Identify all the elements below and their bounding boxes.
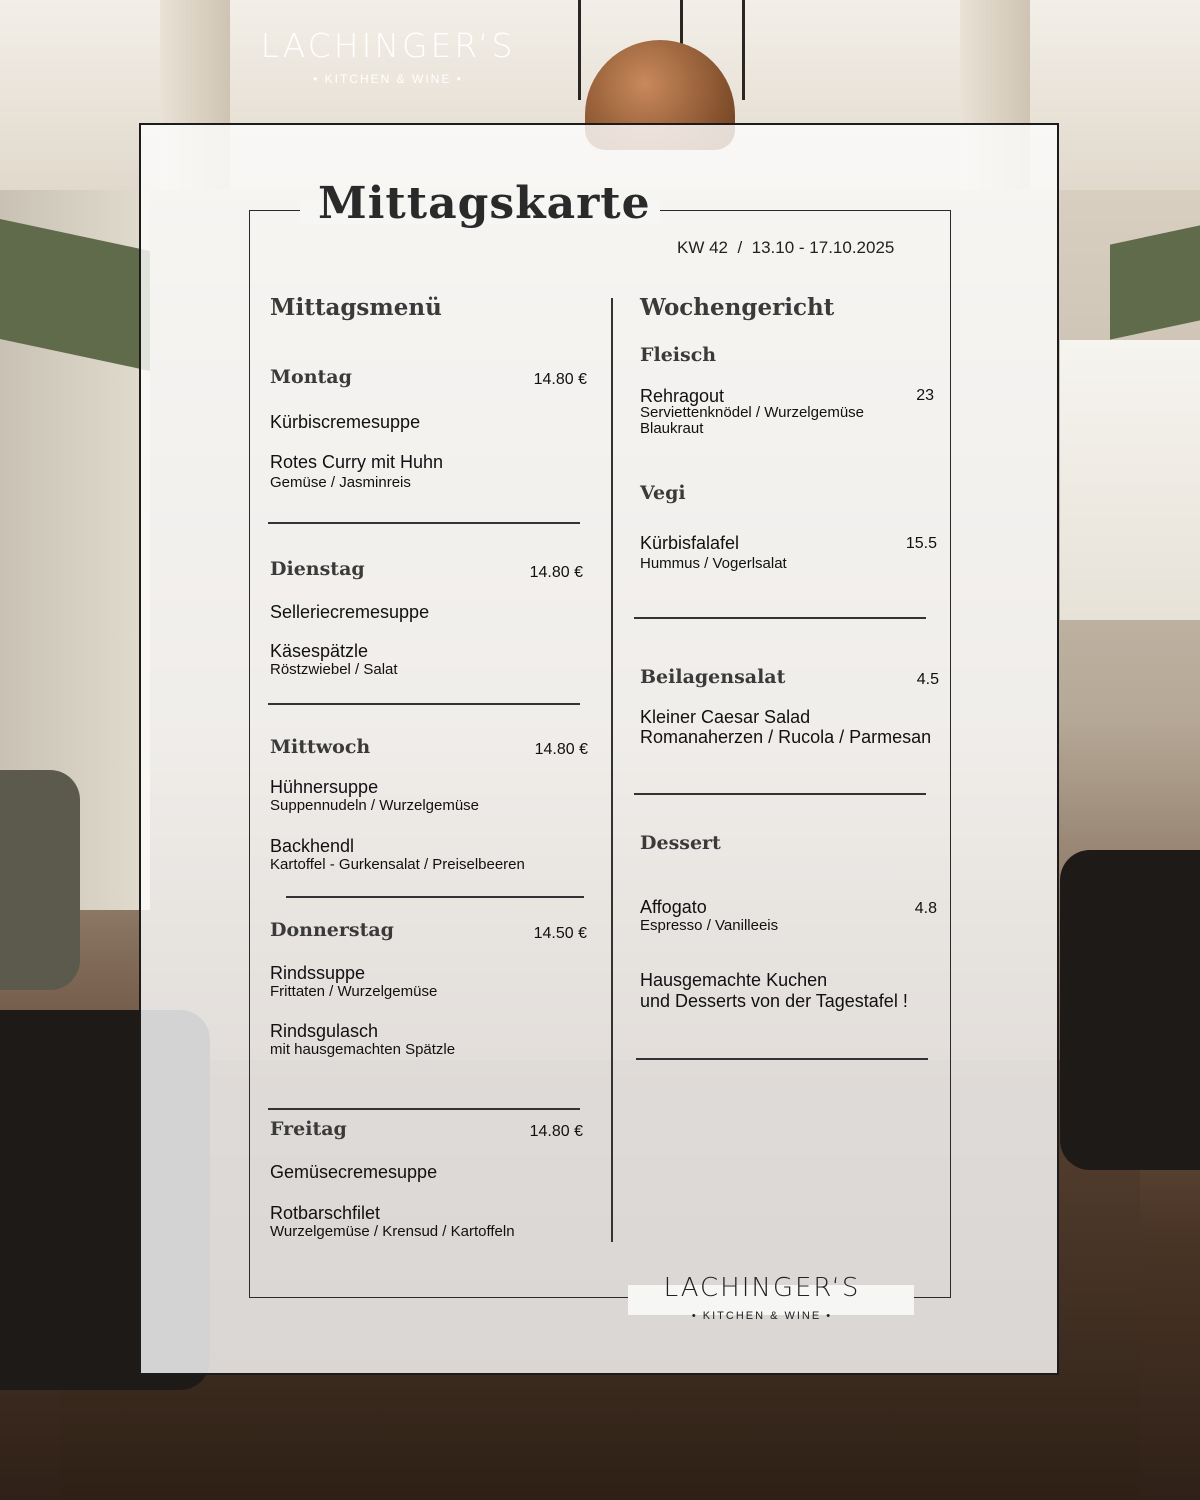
- dish-rehragout: Rehragout: [640, 386, 725, 406]
- main-dienstag: Käsespätzle: [270, 641, 369, 661]
- main-sub-dienstag: Röstzwiebel / Salat: [270, 661, 398, 678]
- dish-caesar-salad: Kleiner Caesar Salad: [640, 707, 811, 727]
- price-beilagensalat: 4.5: [916, 671, 939, 688]
- week-dates: KW 42 / 13.10 - 17.10.2025: [677, 238, 895, 257]
- main-sub-freitag: Wurzelgemüse / Krensud / Kartoffeln: [270, 1223, 515, 1240]
- divider: [286, 896, 584, 898]
- brand-logo-top: [242, 28, 534, 86]
- main-mittwoch: Backhendl: [270, 836, 355, 856]
- divider: [268, 522, 580, 524]
- divider: [268, 703, 580, 705]
- label-beilagensalat: Beilagensalat: [640, 666, 786, 688]
- day-donnerstag: Donnerstag: [270, 919, 394, 941]
- main-freitag: Rotbarschfilet: [270, 1203, 381, 1223]
- soup-mittwoch: Hühnersuppe: [270, 777, 379, 797]
- brand-logo-bottom: [646, 1273, 878, 1322]
- sub-affogato: Espresso / Vanilleeis: [640, 917, 779, 934]
- label-dessert: Dessert: [640, 832, 721, 854]
- heading-wochengericht: Wochengericht: [640, 294, 835, 321]
- price-donnerstag: 14.50 €: [533, 925, 587, 942]
- sub-rehragout-2: Blaukraut: [640, 420, 704, 437]
- divider: [634, 617, 926, 619]
- soup-dienstag: Selleriecremesuppe: [270, 602, 430, 622]
- note-kuchen-2: und Desserts von der Tagestafel !: [640, 991, 908, 1011]
- dish-affogato: Affogato: [640, 897, 707, 917]
- day-freitag: Freitag: [270, 1118, 347, 1140]
- price-affogato: 4.8: [914, 900, 937, 917]
- column-divider: [611, 298, 613, 1242]
- soup-freitag: Gemüsecremesuppe: [270, 1162, 438, 1182]
- heading-mittagsmenu: Mittagsmenü: [270, 294, 442, 321]
- soup-sub-mittwoch: Suppennudeln / Wurzelgemüse: [270, 797, 480, 814]
- main-sub-donnerstag: mit hausgemachten Spätzle: [270, 1041, 456, 1058]
- main-donnerstag: Rindsgulasch: [270, 1021, 379, 1041]
- price-mittwoch: 14.80 €: [534, 741, 588, 758]
- soup-sub-donnerstag: Frittaten / Wurzelgemüse: [270, 983, 438, 1000]
- dish-kuerbisfalafel: Kürbisfalafel: [640, 533, 740, 553]
- soup-montag: Kürbiscremesuppe: [270, 412, 421, 432]
- soup-donnerstag: Rindssuppe: [270, 963, 366, 983]
- brand-tagline-bottom: • KITCHEN & WINE •: [691, 1310, 833, 1322]
- day-dienstag: Dienstag: [270, 558, 365, 580]
- day-mittwoch: Mittwoch: [270, 736, 371, 758]
- label-fleisch: Fleisch: [640, 344, 717, 366]
- sub-kuerbisfalafel: Hummus / Vogerlsalat: [640, 555, 787, 572]
- note-kuchen-1: Hausgemachte Kuchen: [640, 970, 828, 990]
- divider: [634, 793, 926, 795]
- label-vegi: Vegi: [640, 482, 686, 504]
- main-sub-montag: Gemüse / Jasminreis: [270, 474, 411, 491]
- brand-name: LACHINGER‘S: [260, 26, 516, 65]
- price-freitag: 14.80 €: [529, 1123, 583, 1140]
- page-title: Mittagskarte: [318, 178, 651, 229]
- day-montag: Montag: [270, 366, 352, 388]
- price-kuerbisfalafel: 15.5: [905, 535, 937, 552]
- price-dienstag: 14.80 €: [529, 564, 583, 581]
- brand-name-bottom: LACHINGER‘S: [663, 1273, 861, 1303]
- brand-tagline: • KITCHEN & WINE •: [313, 72, 463, 86]
- divider: [636, 1058, 928, 1060]
- price-montag: 14.80 €: [533, 371, 587, 388]
- sub-rehragout-1: Serviettenknödel / Wurzelgemüse: [640, 404, 865, 421]
- price-rehragout: 23: [916, 387, 934, 404]
- main-sub-mittwoch: Kartoffel - Gurkensalat / Preiselbeeren: [270, 856, 525, 873]
- divider: [268, 1108, 580, 1110]
- sub-caesar-salad: Romanaherzen / Rucola / Parmesan: [640, 727, 932, 747]
- main-montag: Rotes Curry mit Huhn: [270, 452, 444, 472]
